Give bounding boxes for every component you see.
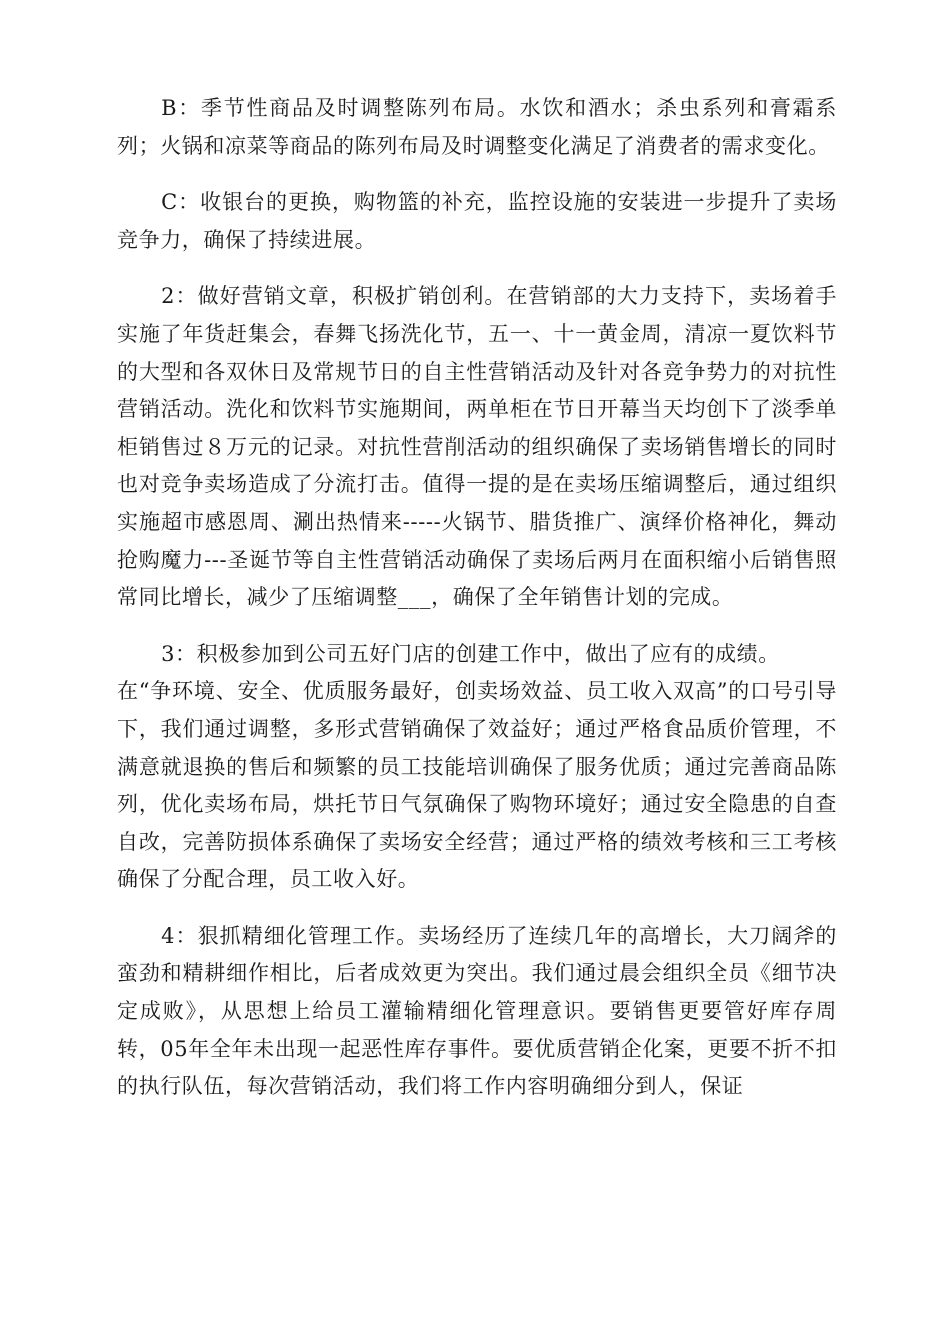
paragraph-4-fine-management: 4：狠抓精细化管理工作。卖场经历了连续几年的高增长，大刀阔斧的蛮劲和精耕细作相比，后者成效更为突出。我们通过晨会组织全员《细节决定成败》，从思想上给员工灌输精细化管理意识。要销售更要管好库存周转，05年全年未出现一起恶性库存事件。要优质营销企化案，更要不折不扣的执行队伍，每次营销活动，我们将工作内容明确细分到人，保证 (117, 923, 837, 1099)
paragraph-3-slogan-detail: 在“争环境、安全、优质服务最好，创卖场效益、员工收入双高”的口号引导下，我们通过调整，多形式营销确保了效益好；通过严格食品质价管理，不满意就退换的售后和频繁的员工技能培训确保了服务优质；通过完善商品陈列，优化卖场布局，烘托节日气氛确保了购物环境好；通过安全隐患的自查自改，完善防损体系确保了卖场安全经营；通过严格的绩效考核和三工考核确保了分配合理，员工收入好。 (117, 679, 837, 892)
paragraph-2-marketing: 2：做好营销文章，积极扩销创利。在营销部的大力支持下，卖场着手实施了年货赶集会，春舞飞扬洗化节，五一、十一黄金周，清凉一夏饮料节的大型和各双休日及常规节日的自主性营销活动及针对各竞争势力的对抗性营销活动。洗化和饮料节实施期间，两单柜在节日开幕当天均创下了淡季单柜销售过８万元的记录。对抗性营削活动的组织确保了卖场销售增长的同时也对竞争卖场造成了分流打击。值得一提的是在卖场压缩调整后，通过组织实施超市感恩周、涮出热情来-----火锅节、腊货推广、演绎价格神化，舞动抢购魔力---圣诞节等自主性营销活动确保了卖场后两月在面积缩小后销售照常同比增长，减少了压缩调整___，确保了全年销售计划的完成。 (117, 284, 837, 610)
paragraph-c-checkout-upgrade: C：收银台的更换，购物篮的补充，监控设施的安装进一步提升了卖场竞争力，确保了持续进展。 (117, 190, 837, 252)
paragraph-b-seasonal-layout: B：季节性商品及时调整陈列布局。水饮和酒水；杀虫系列和膏霜系列；火锅和凉菜等商品的陈列布局及时调整变化满足了消费者的需求变化。 (117, 96, 837, 158)
document-body (117, 90, 837, 1125)
paragraph-3-five-good-stores: 3：积极参加到公司五好门店的创建工作中，做出了应有的成绩。 (161, 641, 780, 666)
